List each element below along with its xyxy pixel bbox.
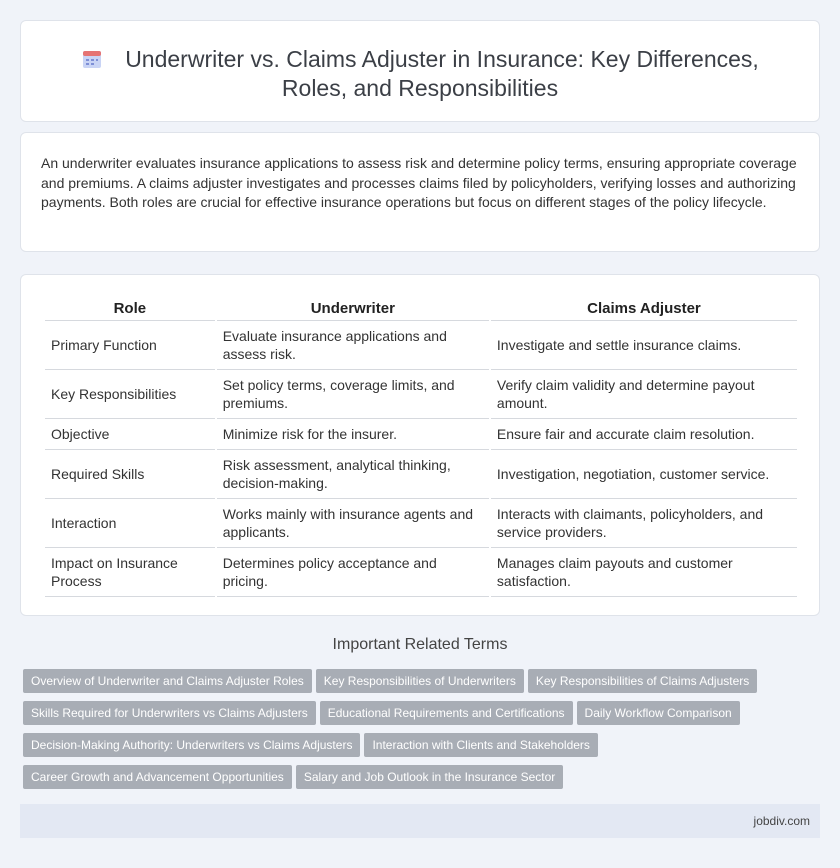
underwriter-cell: Minimize risk for the insurer. [217,419,489,450]
related-term-tag[interactable]: Skills Required for Underwriters vs Claims Adjusters [23,701,316,725]
claims-adjuster-cell: Investigation, negotiation, customer service. [491,450,797,499]
row-label: Objective [45,419,215,450]
table-row [45,499,797,548]
claims-adjuster-cell: Manages claim payouts and customer satisfaction. [491,548,797,597]
related-term-tag[interactable]: Daily Workflow Comparison [577,701,740,725]
claims-adjuster-cell: Verify claim validity and determine payout amount. [491,370,797,419]
header-underwriter: Underwriter [217,295,489,321]
related-term-tag[interactable]: Key Responsibilities of Underwriters [316,669,524,693]
related-term-tag[interactable]: Overview of Underwriter and Claims Adjuster Roles [23,669,312,693]
page-title-wrap [21,45,819,103]
footer-site-link[interactable]: jobdiv.com [753,814,810,828]
footer [20,804,820,838]
table-header-row [45,295,797,321]
header-role: Role [45,295,215,321]
related-term-tag[interactable]: Interaction with Clients and Stakeholders [364,733,597,757]
related-term-tag[interactable]: Key Responsibilities of Claims Adjusters [528,669,757,693]
intro-card [20,132,820,252]
related-term-tag[interactable]: Salary and Job Outlook in the Insurance Sector [296,765,563,789]
underwriter-cell: Works mainly with insurance agents and applicants. [217,499,489,548]
table-row [45,450,797,499]
table-row [45,548,797,597]
underwriter-cell: Set policy terms, coverage limits, and premiums. [217,370,489,419]
related-term-tag[interactable]: Decision-Making Authority: Underwriters vs Claims Adjusters [23,733,360,757]
row-label: Interaction [45,499,215,548]
table-row [45,321,797,370]
underwriter-cell: Determines policy acceptance and pricing. [217,548,489,597]
header-card [20,20,820,122]
row-label: Key Responsibilities [45,370,215,419]
intro-paragraph: An underwriter evaluates insurance applications to assess risk and determine policy terms, ensuring appropriate coverage and premiums. A claims adjuster investigates and processes claims filed by policyholders, verifying losses and authorizing payments. Both roles are crucial for effective insurance operations but focus on different stages of the policy lifecycle. [41,155,797,210]
table-row [45,419,797,450]
header-claims-adjuster: Claims Adjuster [491,295,797,321]
page-title: Underwriter vs. Claims Adjuster in Insurance: Key Differences, Roles, and Responsibilities [125,46,759,101]
underwriter-cell: Risk assessment, analytical thinking, decision-making. [217,450,489,499]
underwriter-cell: Evaluate insurance applications and assess risk. [217,321,489,370]
related-terms-title: Important Related Terms [332,636,508,653]
related-term-tag[interactable]: Career Growth and Advancement Opportunities [23,765,292,789]
row-label: Primary Function [45,321,215,370]
claims-adjuster-cell: Interacts with claimants, policyholders, and service providers. [491,499,797,548]
row-label: Impact on Insurance Process [45,548,215,597]
comparison-table [43,295,799,597]
related-term-tag[interactable]: Educational Requirements and Certifications [320,701,573,725]
related-terms-tags [23,669,803,797]
calendar-icon [81,48,103,70]
claims-adjuster-cell: Investigate and settle insurance claims. [491,321,797,370]
row-label: Required Skills [45,450,215,499]
table-row [45,370,797,419]
claims-adjuster-cell: Ensure fair and accurate claim resolution. [491,419,797,450]
comparison-table-card [20,274,820,616]
